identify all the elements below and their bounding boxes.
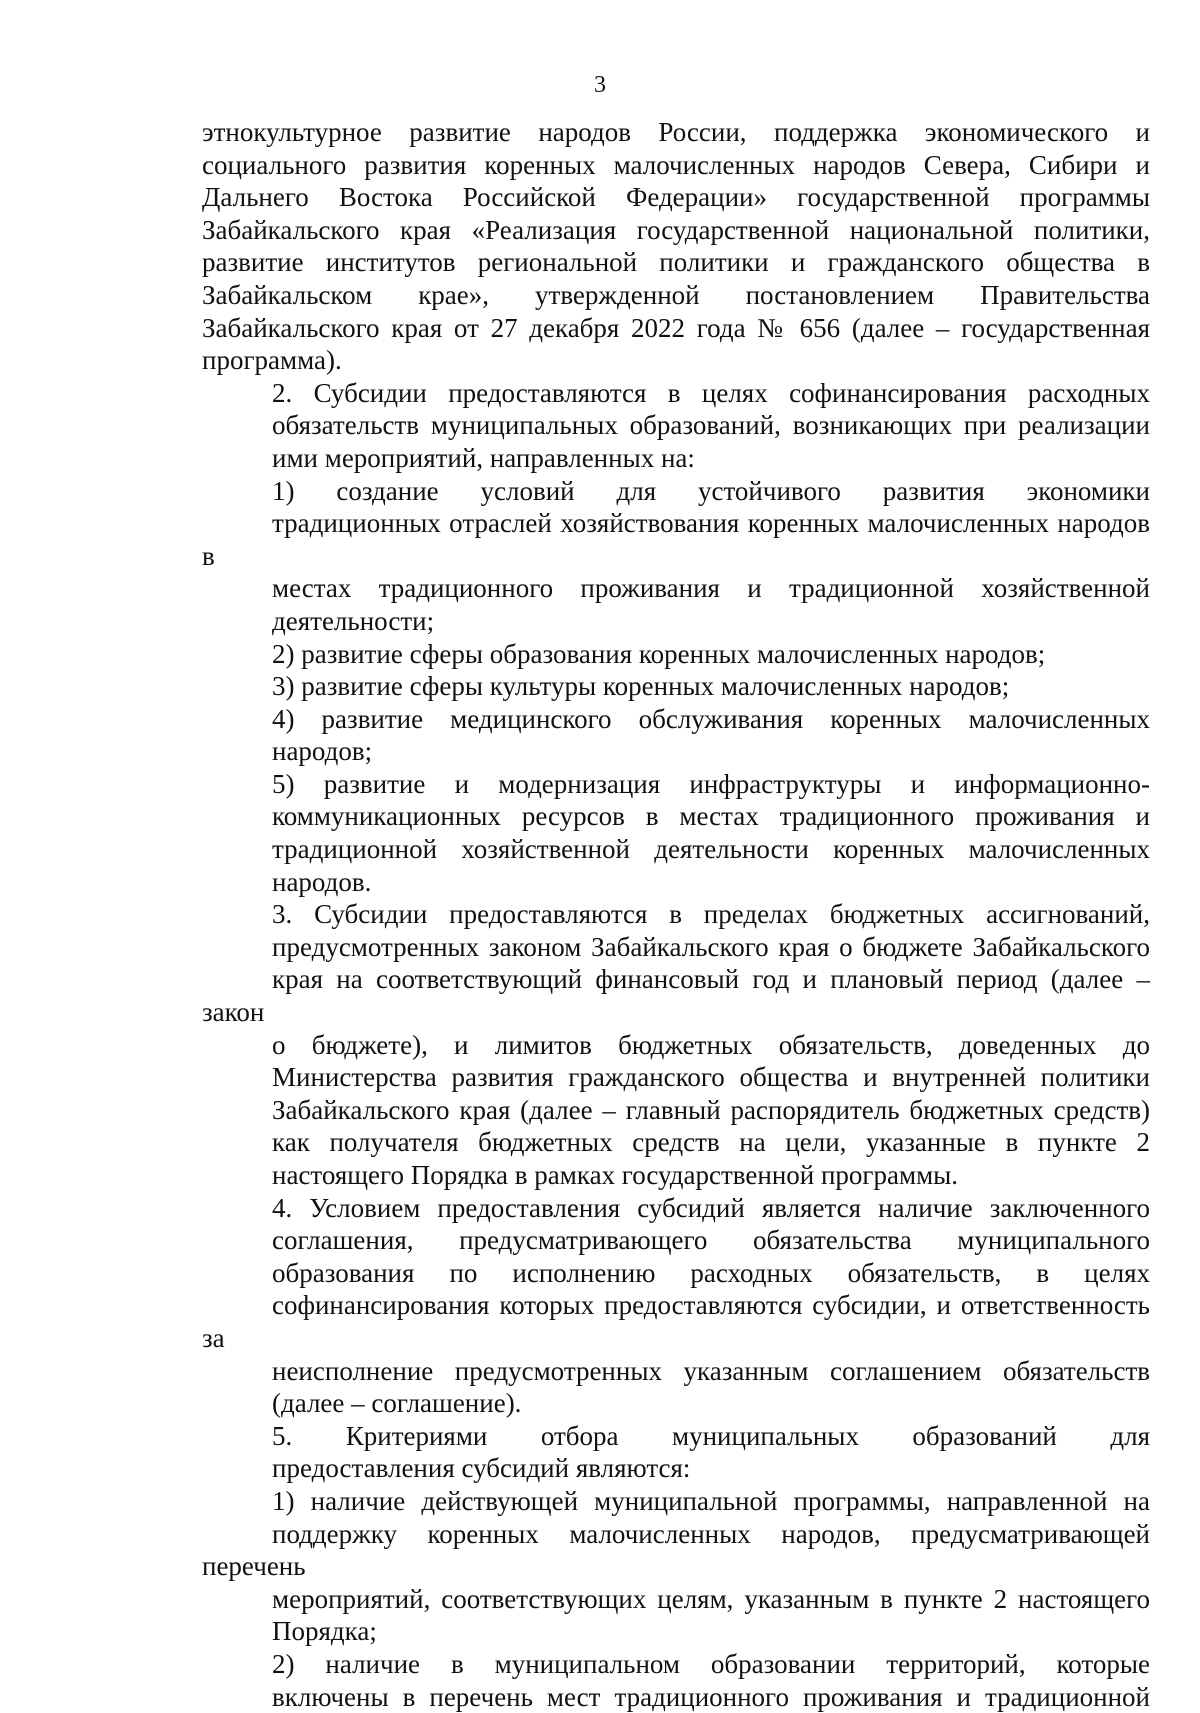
paragraph xyxy=(202,1485,1150,1648)
paragraph xyxy=(202,1192,1150,1420)
text-line: мероприятий, соответствующих целям, указанным в пункте 2 настоящего xyxy=(202,1583,1150,1616)
text-line: 3) развитие сферы культуры коренных малочисленных народов; xyxy=(202,670,1150,703)
text-line: Забайкальского края (далее – главный распорядитель бюджетных средств) xyxy=(202,1094,1150,1127)
text-line: народов; xyxy=(202,735,1150,768)
paragraph xyxy=(202,1420,1150,1485)
text-line: обязательств муниципальных образований, возникающих при реализации xyxy=(202,409,1150,442)
paragraph xyxy=(202,703,1150,768)
text-line: 1) наличие действующей муниципальной программы, направленной на xyxy=(202,1485,1150,1518)
text-line: предусмотренных законом Забайкальского края о бюджете Забайкальского xyxy=(202,931,1150,964)
text-line: 4) развитие медицинского обслуживания коренных малочисленных xyxy=(202,703,1150,736)
page-number: 3 xyxy=(0,70,1200,100)
text-line: 2) развитие сферы образования коренных малочисленных народов; xyxy=(202,638,1150,671)
document-body xyxy=(202,116,1150,1713)
paragraph xyxy=(202,116,1150,377)
text-line: коммуникационных ресурсов в местах традиционного проживания и xyxy=(202,800,1150,833)
text-line: 1) создание условий для устойчивого развития экономики xyxy=(202,475,1150,508)
text-line: деятельности; xyxy=(202,605,1150,638)
paragraph xyxy=(202,1648,1150,1713)
text-line: ими мероприятий, направленных на: xyxy=(202,442,1150,475)
text-line: 3. Субсидии предоставляются в пределах бюджетных ассигнований, xyxy=(202,898,1150,931)
paragraph xyxy=(202,377,1150,475)
text-line: народов. xyxy=(202,866,1150,899)
text-line: предоставления субсидий являются: xyxy=(202,1452,1150,1485)
text-line: этнокультурное развитие народов России, поддержка экономического и xyxy=(202,116,1150,149)
text-line: края на соответствующий финансовый год и плановый период (далее – закон xyxy=(202,963,1150,1028)
text-line: поддержку коренных малочисленных народов, предусматривающей перечень xyxy=(202,1518,1150,1583)
text-line: соглашения, предусматривающего обязательства муниципального xyxy=(202,1224,1150,1257)
text-line: программа). xyxy=(202,344,1150,377)
text-line: традиционной хозяйственной деятельности коренных малочисленных xyxy=(202,833,1150,866)
paragraph xyxy=(202,768,1150,898)
paragraph xyxy=(202,898,1150,1191)
text-line: местах традиционного проживания и традиционной хозяйственной xyxy=(202,572,1150,605)
text-line: включены в перечень мест традиционного проживания и традиционной xyxy=(202,1681,1150,1713)
text-line: Забайкальском крае», утвержденной постановлением Правительства xyxy=(202,279,1150,312)
text-line: 5) развитие и модернизация инфраструктуры и информационно- xyxy=(202,768,1150,801)
text-line: Министерства развития гражданского общества и внутренней политики xyxy=(202,1061,1150,1094)
text-line: софинансирования которых предоставляются субсидии, и ответственность за xyxy=(202,1289,1150,1354)
text-line: образования по исполнению расходных обязательств, в целях xyxy=(202,1257,1150,1290)
text-line: неисполнение предусмотренных указанным соглашением обязательств xyxy=(202,1355,1150,1388)
text-line: 5. Критериями отбора муниципальных образований для xyxy=(202,1420,1150,1453)
text-line: как получателя бюджетных средств на цели, указанные в пункте 2 xyxy=(202,1126,1150,1159)
text-line: традиционных отраслей хозяйствования коренных малочисленных народов в xyxy=(202,507,1150,572)
text-line: Забайкальского края от 27 декабря 2022 года № 656 (далее – государственная xyxy=(202,312,1150,345)
text-line: 2) наличие в муниципальном образовании территорий, которые xyxy=(202,1648,1150,1681)
paragraph xyxy=(202,670,1150,703)
text-line: о бюджете), и лимитов бюджетных обязательств, доведенных до xyxy=(202,1029,1150,1062)
paragraph xyxy=(202,475,1150,638)
text-line: 4. Условием предоставления субсидий является наличие заключенного xyxy=(202,1192,1150,1225)
text-line: Дальнего Востока Российской Федерации» государственной программы xyxy=(202,181,1150,214)
paragraph xyxy=(202,638,1150,671)
text-line: Порядка; xyxy=(202,1615,1150,1648)
text-line: Забайкальского края «Реализация государственной национальной политики, xyxy=(202,214,1150,247)
text-line: развитие институтов региональной политики и гражданского общества в xyxy=(202,246,1150,279)
text-line: социального развития коренных малочисленных народов Севера, Сибири и xyxy=(202,149,1150,182)
text-line: 2. Субсидии предоставляются в целях софинансирования расходных xyxy=(202,377,1150,410)
text-line: настоящего Порядка в рамках государственной программы. xyxy=(202,1159,1150,1192)
text-line: (далее – соглашение). xyxy=(202,1387,1150,1420)
